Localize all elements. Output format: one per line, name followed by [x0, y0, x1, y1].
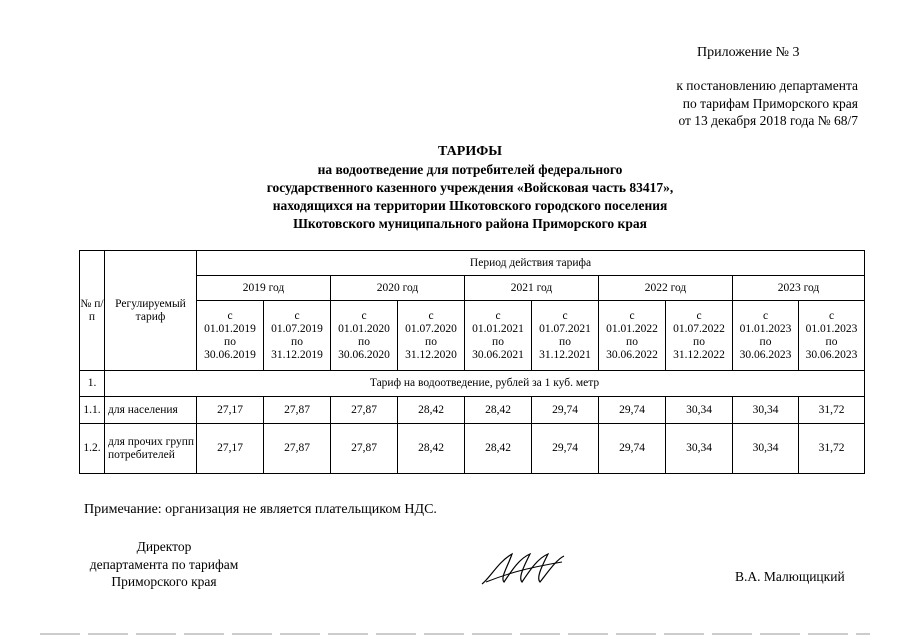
- row-label: для прочих групп потребителей: [105, 424, 197, 474]
- section-label: Тариф на водоотведение, рублей за 1 куб. метр: [105, 371, 865, 397]
- title-line: на водоотведение для потребителей федерального: [317, 162, 623, 177]
- year-cell: 2023 год: [733, 276, 865, 301]
- table-period-row: [80, 301, 865, 371]
- table-year-row: [80, 276, 865, 301]
- value-cell: 27,17: [197, 424, 264, 474]
- signer-name: В.А. Малющицкий: [735, 569, 845, 584]
- title-line: находящихся на территории Шкотовского городского поселения: [272, 198, 668, 213]
- section-num: 1.: [80, 371, 105, 397]
- period-cell: с 01.07.2021 по 31.12.2021: [532, 301, 599, 371]
- value-cell: 28,42: [465, 424, 532, 474]
- value-cell: 29,74: [532, 397, 599, 424]
- value-cell: 29,74: [599, 397, 666, 424]
- value-cell: 27,17: [197, 397, 264, 424]
- row-num: 1.2.: [80, 424, 105, 474]
- value-cell: 28,42: [398, 397, 465, 424]
- period-cell: с 01.07.2019 по 31.12.2019: [264, 301, 331, 371]
- appendix-number: Приложение № 3: [697, 45, 800, 60]
- period-cell: с 01.01.2023 по 30.06.2023: [733, 301, 799, 371]
- year-cell: 2020 год: [331, 276, 465, 301]
- row-num: 1.1.: [80, 397, 105, 424]
- table-row: [80, 424, 865, 474]
- value-cell: 29,74: [532, 424, 599, 474]
- table-row: [80, 397, 865, 424]
- header-tariff: Регулируемый тариф: [105, 251, 197, 371]
- header-num: № п/п: [80, 251, 105, 371]
- handwritten-signature: [478, 548, 568, 588]
- vat-note: Примечание: организация не является плательщиком НДС.: [84, 502, 437, 517]
- value-cell: 29,74: [599, 424, 666, 474]
- position-line: Директор: [136, 539, 192, 554]
- row-label: для населения: [105, 397, 197, 424]
- year-cell: 2022 год: [599, 276, 733, 301]
- position-line: Приморского края: [111, 574, 217, 589]
- period-cell: с 01.01.2020 по 30.06.2020: [331, 301, 398, 371]
- position-line: департамента по тарифам: [89, 556, 239, 572]
- value-cell: 30,34: [666, 424, 733, 474]
- value-cell: 30,34: [666, 397, 733, 424]
- value-cell: 30,34: [733, 424, 799, 474]
- header-period: Период действия тарифа: [197, 251, 865, 276]
- value-cell: 31,72: [799, 424, 865, 474]
- period-cell: с 01.07.2020 по 31.12.2020: [398, 301, 465, 371]
- resolution-line: по тарифам Приморского края: [682, 95, 858, 111]
- title-line: Шкотовского муниципального района Приморского края: [293, 216, 647, 231]
- section-row: [80, 371, 865, 397]
- value-cell: 27,87: [264, 397, 331, 424]
- value-cell: 31,72: [799, 397, 865, 424]
- period-cell: с 01.01.2023 по 30.06.2023: [799, 301, 865, 371]
- title-line: государственного казенного учреждения «Войсковая часть 83417»,: [266, 180, 674, 195]
- value-cell: 28,42: [398, 424, 465, 474]
- value-cell: 27,87: [331, 397, 398, 424]
- tariff-table: [79, 250, 865, 474]
- period-cell: с 01.01.2022 по 30.06.2022: [599, 301, 666, 371]
- resolution-line: от 13 декабря 2018 года № 68/7: [678, 113, 858, 128]
- period-cell: с 01.01.2021 по 30.06.2021: [465, 301, 532, 371]
- value-cell: 27,87: [331, 424, 398, 474]
- signatory-position: [80, 538, 248, 591]
- period-cell: с 01.01.2019 по 30.06.2019: [197, 301, 264, 371]
- year-cell: 2021 год: [465, 276, 599, 301]
- value-cell: 27,87: [264, 424, 331, 474]
- period-cell: с 01.07.2022 по 31.12.2022: [666, 301, 733, 371]
- year-cell: 2019 год: [197, 276, 331, 301]
- title-main: ТАРИФЫ: [438, 144, 502, 159]
- value-cell: 28,42: [465, 397, 532, 424]
- resolution-line: к постановлению департамента: [676, 78, 858, 93]
- table-header-row: [80, 251, 865, 276]
- scan-edge-line: [40, 633, 870, 635]
- value-cell: 30,34: [733, 397, 799, 424]
- document-title: [170, 143, 770, 233]
- resolution-reference: [640, 77, 858, 130]
